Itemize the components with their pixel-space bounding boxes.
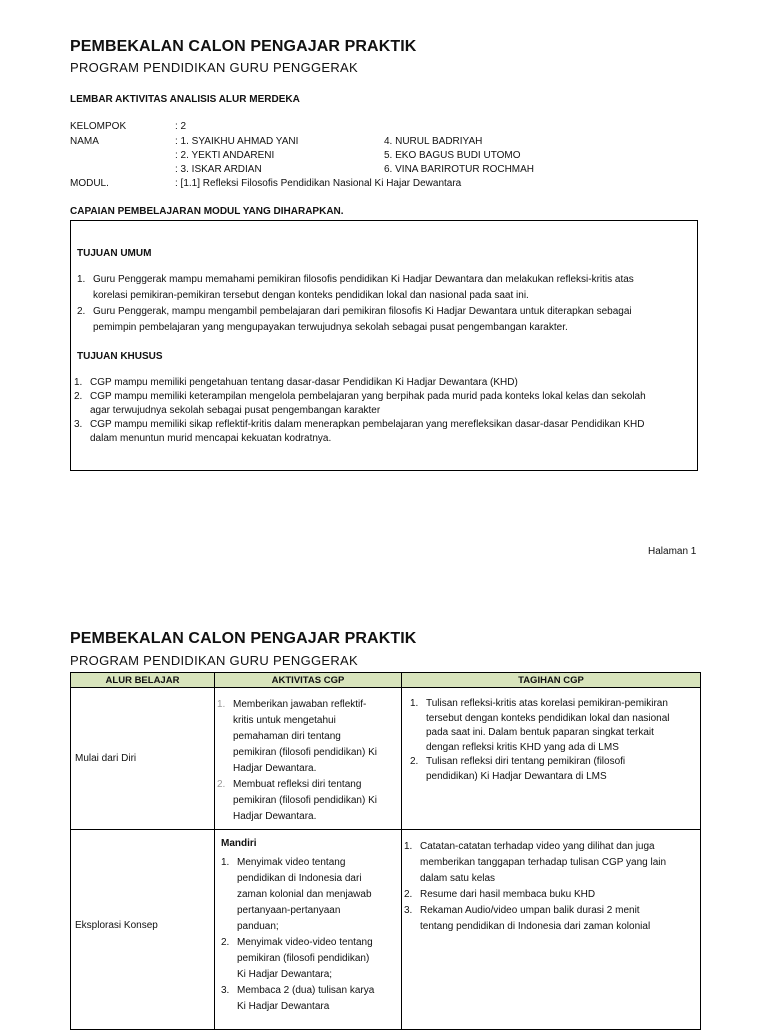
list-item: 1. Catatan-catatan terhadap video yang dilihat dan juga memberikan tanggapan terhadap tulisan CGP yang lain dalam satu kelas — [404, 841, 667, 884]
name-3: : 3. ISKAR ARDIAN — [175, 164, 262, 175]
objectives-box — [70, 220, 698, 471]
list-item: 3. Membaca 2 (dua) tulisan karya Ki Hadjar Dewantara — [221, 985, 375, 1012]
modul-label: MODUL. — [70, 178, 109, 189]
info-kelompok — [70, 120, 710, 134]
tujuan-khusus-label: TUJUAN KHUSUS — [77, 351, 163, 362]
page-title: PEMBEKALAN CALON PENGAJAR PRAKTIK — [70, 38, 417, 55]
page-subtitle: PROGRAM PENDIDIKAN GURU PENGGERAK — [70, 653, 358, 668]
page-number: Halaman 1 — [648, 546, 697, 557]
name-6: 6. VINA BARIROTUR ROCHMAH — [384, 164, 535, 175]
table-row — [71, 688, 701, 830]
list-item: 3. Rekaman Audio/video umpan balik durasi 2 menit tentang pendidikan di Indonesia dari zaman kolonial — [404, 905, 651, 932]
header-alur-belajar: ALUR BELAJAR — [71, 673, 215, 688]
info-nama-2 — [70, 149, 710, 163]
aktivitas-cell — [215, 830, 402, 1030]
info-modul — [70, 177, 710, 191]
activity-table — [70, 672, 701, 1030]
list-item: 1. Tulisan refleksi-kritis atas korelasi pemikiran-pemikiran tersebut dengan konteks pendidikan lokal dan nasional pada saat ini. Dalam bentuk paparan singkat terkait dengan refleksi kritis KHD yang ada di LMS — [410, 698, 670, 753]
header-aktivitas-cgp: AKTIVITAS CGP — [215, 673, 402, 688]
alur-cell: Eksplorasi Konsep — [71, 830, 215, 1030]
tujuan-umum-item-1: 1. Guru Penggerak mampu memahami pemikiran filosofis pendidikan Ki Hadjar Dewantara dan melakukan refleksi-kritis atas korelasi pemikiran-pemikiran tersebut dengan konteks pendidikan lokal dan nasional pada saat ini. — [77, 274, 634, 301]
tujuan-khusus-item-2: 2. CGP mampu memiliki keterampilan mengelola pembelajaran yang berpihak pada murid pada konteks lokal kelas dan sekolah agar terwujudnya sekolah sebagai pusat pengembangan karakter — [74, 391, 646, 416]
tujuan-umum-item-2: 2. Guru Penggerak, mampu mengambil pembelajaran dari pemikiran filosofis Ki Hadjar Dewantara untuk diterapkan sebagai pemimpin pembelajaran yang mengupayakan terwujudnya sekolah sebagai pusat pengembangan karakter. — [77, 306, 632, 333]
page-subtitle: PROGRAM PENDIDIKAN GURU PENGGERAK — [70, 60, 358, 75]
info-nama-3 — [70, 163, 710, 177]
mandiri-heading: Mandiri — [221, 838, 257, 849]
info-nama-1 — [70, 135, 710, 149]
aktivitas-cell — [215, 688, 402, 830]
sheet-title: LEMBAR AKTIVITAS ANALISIS ALUR MERDEKA — [70, 94, 300, 105]
kelompok-label: KELOMPOK — [70, 121, 127, 132]
list-item: 1. Menyimak video tentang pendidikan di Indonesia dari zaman kolonial dan menjawab pertanyaan-pertanyaan panduan; — [221, 857, 372, 932]
tagihan-cell — [402, 830, 701, 1030]
name-2: : 2. YEKTI ANDARENI — [175, 150, 275, 161]
tujuan-khusus-item-3: 3. CGP mampu memiliki sikap reflektif-kritis dalam menerapkan pembelajaran yang merefleksikan dasar-dasar Pendidikan KHD dalam menuntun murid mencapai kekuatan kodratnya. — [74, 419, 645, 444]
tujuan-khusus-item-1: 1. CGP mampu memiliki pengetahuan tentang dasar-dasar Pendidikan Ki Hadjar Dewantara (KHD) — [74, 377, 518, 388]
page-2 — [0, 575, 768, 1024]
name-4: 4. NURUL BADRIYAH — [384, 136, 483, 147]
alur-cell: Mulai dari Diri — [71, 688, 215, 830]
tagihan-cell — [402, 688, 701, 830]
tujuan-umum-label: TUJUAN UMUM — [77, 248, 152, 259]
list-item: 2. Resume dari hasil membaca buku KHD — [404, 889, 596, 900]
list-item: 2. Membuat refleksi diri tentang pemikiran (filosofi pendidikan) Ki Hadjar Dewantara. — [217, 779, 377, 822]
name-5: 5. EKO BAGUS BUDI UTOMO — [384, 150, 521, 161]
capaian-heading: CAPAIAN PEMBELAJARAN MODUL YANG DIHARAPKAN. — [70, 206, 344, 217]
list-item: 1. Memberikan jawaban reflektif- kritis untuk mengetahui pemahaman diri tentang pemikiran (filosofi pendidikan) Ki Hadjar Dewantara. — [217, 699, 377, 774]
table-row — [71, 830, 701, 1030]
nama-label: NAMA — [70, 136, 99, 147]
table-header-row — [71, 673, 701, 688]
page-title: PEMBEKALAN CALON PENGAJAR PRAKTIK — [70, 630, 417, 647]
list-item: 2. Menyimak video-video tentang pemikiran (filosofi pendidikan) Ki Hadjar Dewantara; — [221, 937, 373, 980]
modul-value: : [1.1] Refleksi Filosofis Pendidikan Nasional Ki Hajar Dewantara — [175, 178, 462, 189]
list-item: 2. Tulisan refleksi diri tentang pemikiran (filosofi pendidikan) Ki Hadjar Dewantara di LMS — [410, 756, 626, 782]
header-tagihan-cgp: TAGIHAN CGP — [402, 673, 701, 688]
kelompok-value: : 2 — [175, 121, 187, 132]
name-1: : 1. SYAIKHU AHMAD YANI — [175, 136, 299, 147]
